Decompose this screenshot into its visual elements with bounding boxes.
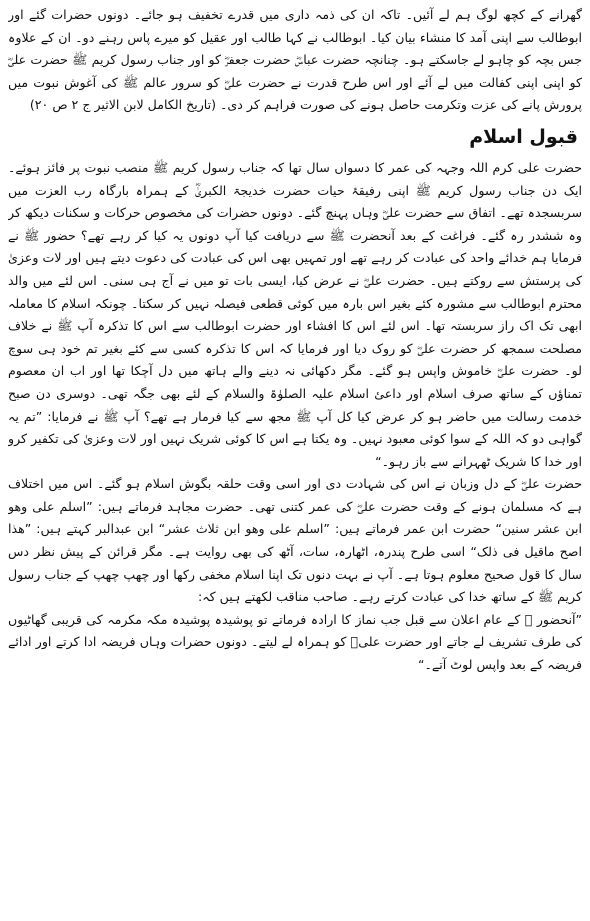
- paragraph-age-at-islam: حضرت علیؓ کے دل وزبان نے اس کی شہادت دی اور اسی وقت حلقہ بگوش اسلام ہو گئے۔ اس میں اختلاف ہے کہ مسلمان ہونے کے وقت حضرت علیؓ کی عمر کتنی تھی۔ حضرت مجاہد فرماتے ہیں: ”اسلم علی وھو ابن عشر سنین“ حضرت ابن عمر فرماتے ہیں: ”اسلم علی وھو ابن ثلاث عشر“ ابن عبدالبر کہتے ہیں: ”ھذا اصح ماقیل فی ذلک“ اسی طرح پندرہ، اٹھارہ، سات، آٹھ کی بھی روایت ہے۔ مگر قرائن کے پیش نظر دس سال کا قول صحیح معلوم ہوتا ہے۔ آپ نے بہت دنوں تک اپنا اسلام مخفی رکھا اور چھپ چھپ کے جناب رسول کریم ﷺ کے ساتھ خدا کی عبادت کرتے رہے۔ صاحب مناقب لکھتے ہیں کہ:: [8, 476, 582, 605]
- paragraph-upbringing: گھرانے کے کچھ لوگ ہم لے آئیں۔ تاکہ ان کی ذمہ داری میں قدرے تخفیف ہو جائے۔ دونوں حضرات گئے اور ابوطالب سے اپنی آمد کا منشاء بیان کیا۔ ابوطالب نے کہا طالب اور عقیل کو میرے پاس رہنے دو۔ ان کے علاوہ جس بچہ کو چاہو لے جاسکتے ہو۔ چنانچہ حضرت عباسؓ حضرت جعفرؓ کو اور جناب رسول کریم ﷺ حضرت علیؓ کو اپنی اپنی کفالت میں لے آئے اور اس طرح قدرت نے حضرت علیؓ کو سرور عالم ﷺ کی آغوش نبوت میں پرورش پانے کی عزت وتکرمت حاصل ہونے کی صورت فراہم کر دی۔ (تاریخ الکامل لابن الاثیر ج ۲ ص ۲۰): [8, 7, 582, 113]
- paragraph-quote-manaqib: ”آنحضور ﷺ کے عام اعلان سے قبل جب نماز کا ارادہ فرماتے تو پوشیدہ پوشیدہ مکہ مکرمہ کی قریبی گھاٹیوں کی طرف تشریف لے جاتے اور حضرت علیؓ کو ہمراہ لے لیتے۔ دونوں حضرات وہاں فریضہ ادا کرتے اور ادائے فریضہ کے بعد واپس لوٹ آتے۔“: [8, 611, 582, 673]
- paragraph-first-prayer-encounter: حضرت علی کرم اللہ وجہہ کی عمر کا دسواں سال تھا کہ جناب رسول کریم ﷺ منصب نبوت پر فائز ہوئے۔ ایک دن جناب رسول کریم ﷺ اپنی رفیقۂ حیات حضرت خدیجۃ الکبریٰؓ کے ہمراہ بارگاہ رب العزت میں سربسجدہ تھے۔ اتفاق سے حضرت علیؓ وہاں پہنچ گئے۔ دونوں حضرات کی مخصوص حرکات و سکنات دیکھ کر وہ ششدر رہ گئے۔ فراغت کے بعد آنحضرت ﷺ سے دریافت کیا آپ دونوں یہ کیا کر رہے تھے؟ حضور ﷺ نے فرمایا ہم خدائے واحد کی عبادت کر رہے تھے اور تمہیں بھی اس کی عبادت کی دعوت دیتے ہیں اور لات وعزیٰ کی پرستش سے روکتے ہیں۔ حضرت علیؓ نے عرض کیا، ایسی بات تو میں نے آج ہی سنی۔ اس لئے میں والد محترم ابوطالب سے مشورہ کئے بغیر اس بارہ میں کوئی قطعی فیصلہ نہیں کر سکتا۔ چونکہ اسلام کا معاملہ ابھی تک اک راز سربستہ تھا۔ اس لئے اس کا افشاء اور حضرت ابوطالب سے اس کا تذکرہ آپ ﷺ نے خلاف مصلحت سمجھ کر حضرت علیؓ کو روک دیا اور فرمایا کہ اس کا تذکرہ کسی سے کئے بغیر تم خود ہی سوچ لو۔ حضرت علیؓ خاموش واپس ہو گئے۔ مگر دکھائی نہ دینے والے ہاتھ میں دل آچکا تھا اور اب ان معصوم تمناؤں کے ساتھ صرف اسلام اور داعئ اسلام علیہ الصلوٰۃ والسلام کے لئے بھی جگہ تھی۔ دوسری دن صبح خدمت رسالت میں حاضر ہو کر عرض کیا کل آپ ﷺ مجھ سے کیا فرمار ہے تھے؟ آپ ﷺ نے فرمایا: ”تم یہ گواہی دو کہ اللہ کے سوا کوئی معبود نہیں۔ وہ یکتا ہے اس کا کوئی شریک نہیں اور لات وعزیٰ کی تکفیر کرو اور خدا کا شریک ٹھہرانے سے باز رہو۔“: [8, 159, 582, 469]
- book-page: [8, 4, 582, 917]
- section-heading-qubool-e-islam: قبول اسلام: [469, 125, 578, 148]
